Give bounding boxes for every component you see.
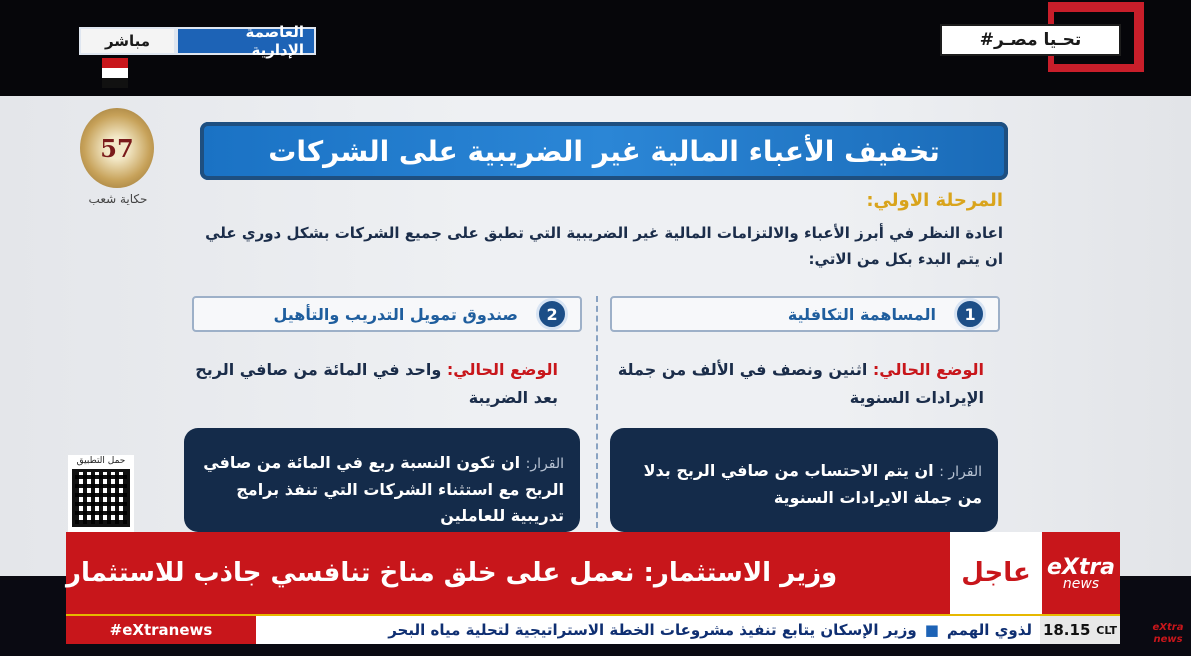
- item-2-heading-box: [192, 296, 582, 332]
- ticker-item-1: لذوي الهمم: [946, 621, 1032, 639]
- item-2-status-text: واحد في المائة من صافي الربح بعد الضريبة: [195, 360, 558, 407]
- item-1-decision-text: ان يتم الاحتساب من صافي الربح بدلا من جملة الايرادات السنوية: [643, 461, 982, 507]
- item-1-number-badge: 1: [954, 298, 986, 330]
- corner-watermark-logo: eXtra news: [1152, 622, 1184, 645]
- item-1-status-label: الوضع الحالي:: [872, 360, 984, 379]
- item-2-status: [186, 356, 558, 412]
- item-2-status-label: الوضع الحالي:: [446, 360, 558, 379]
- extra-news-logo: [1042, 532, 1120, 614]
- app-download-caption: حمل التطبيق: [76, 456, 126, 466]
- phase-title: المرحلة الاولي:: [866, 190, 1003, 211]
- breaking-tag: عاجل: [950, 532, 1042, 614]
- egypt-flag-icon: [102, 58, 128, 88]
- ticker-item-2: وزير الإسكان يتابع تنفيذ مشروعات الخطة الاستراتيجية لتحلية مياه البحر: [388, 621, 917, 639]
- emblem-caption: حكاية شعب: [88, 192, 148, 206]
- item-1-status-text: اثنين ونصف في الألف من جملة الإيرادات السنوية: [617, 360, 984, 407]
- qr-code-icon: [72, 469, 130, 527]
- anniversary-emblem-icon: 57: [80, 108, 154, 188]
- column-divider: [596, 296, 598, 528]
- clock-time: 18.15: [1042, 621, 1091, 639]
- logo-line-1: eXtra: [1046, 554, 1116, 580]
- breaking-headline: وزير الاستثمار: نعمل على خلق مناخ تنافسي جاذب للاستثمار: [66, 558, 838, 588]
- ticker-news: [256, 616, 1040, 644]
- item-1-decision-label: القرار :: [939, 464, 982, 480]
- location-label: العاصمة الإدارية: [176, 27, 316, 55]
- slide-title: تخفيف الأعباء المالية غير الضريبية على الشركات: [200, 122, 1008, 180]
- clock-timezone: CLT: [1096, 623, 1118, 637]
- item-2-heading: صندوق تمويل التدريب والتأهيل: [273, 304, 518, 324]
- app-download-qr[interactable]: [68, 455, 134, 535]
- item-1-heading-box: [610, 296, 1000, 332]
- logo-line-2: news: [1062, 575, 1100, 592]
- breaking-news-bar: [66, 532, 950, 614]
- live-label: مباشر: [79, 27, 176, 55]
- ticker-separator-icon: ■: [924, 621, 939, 639]
- item-2-decision-label: القرار:: [525, 456, 564, 472]
- item-2-number-badge: 2: [536, 298, 568, 330]
- ticker-clock: [1040, 616, 1120, 644]
- item-1-status: [610, 356, 984, 412]
- ticker-hashtag: #eXtranews: [66, 616, 256, 644]
- live-badge: [79, 23, 316, 59]
- phase-description: اعادة النظر في أبرز الأعباء والالتزامات المالية غير الضريبية التي تطبق على جميع الشركات بشكل دوري علي ان يتم البدء بكل من الاتي:: [205, 224, 1003, 268]
- news-ticker: [66, 614, 1120, 644]
- item-2-decision-box: [184, 428, 580, 532]
- item-1-heading: المساهمة التكافلية: [787, 304, 936, 324]
- item-2-decision-text: ان تكون النسبة ربع في المائة من صافي الربح مع استثناء الشركات التي تنفذ برامج تدريبية للعاملين: [203, 453, 564, 525]
- item-1-decision-box: [610, 428, 998, 532]
- hashtag-label: #تحـيا مصـر: [940, 24, 1121, 56]
